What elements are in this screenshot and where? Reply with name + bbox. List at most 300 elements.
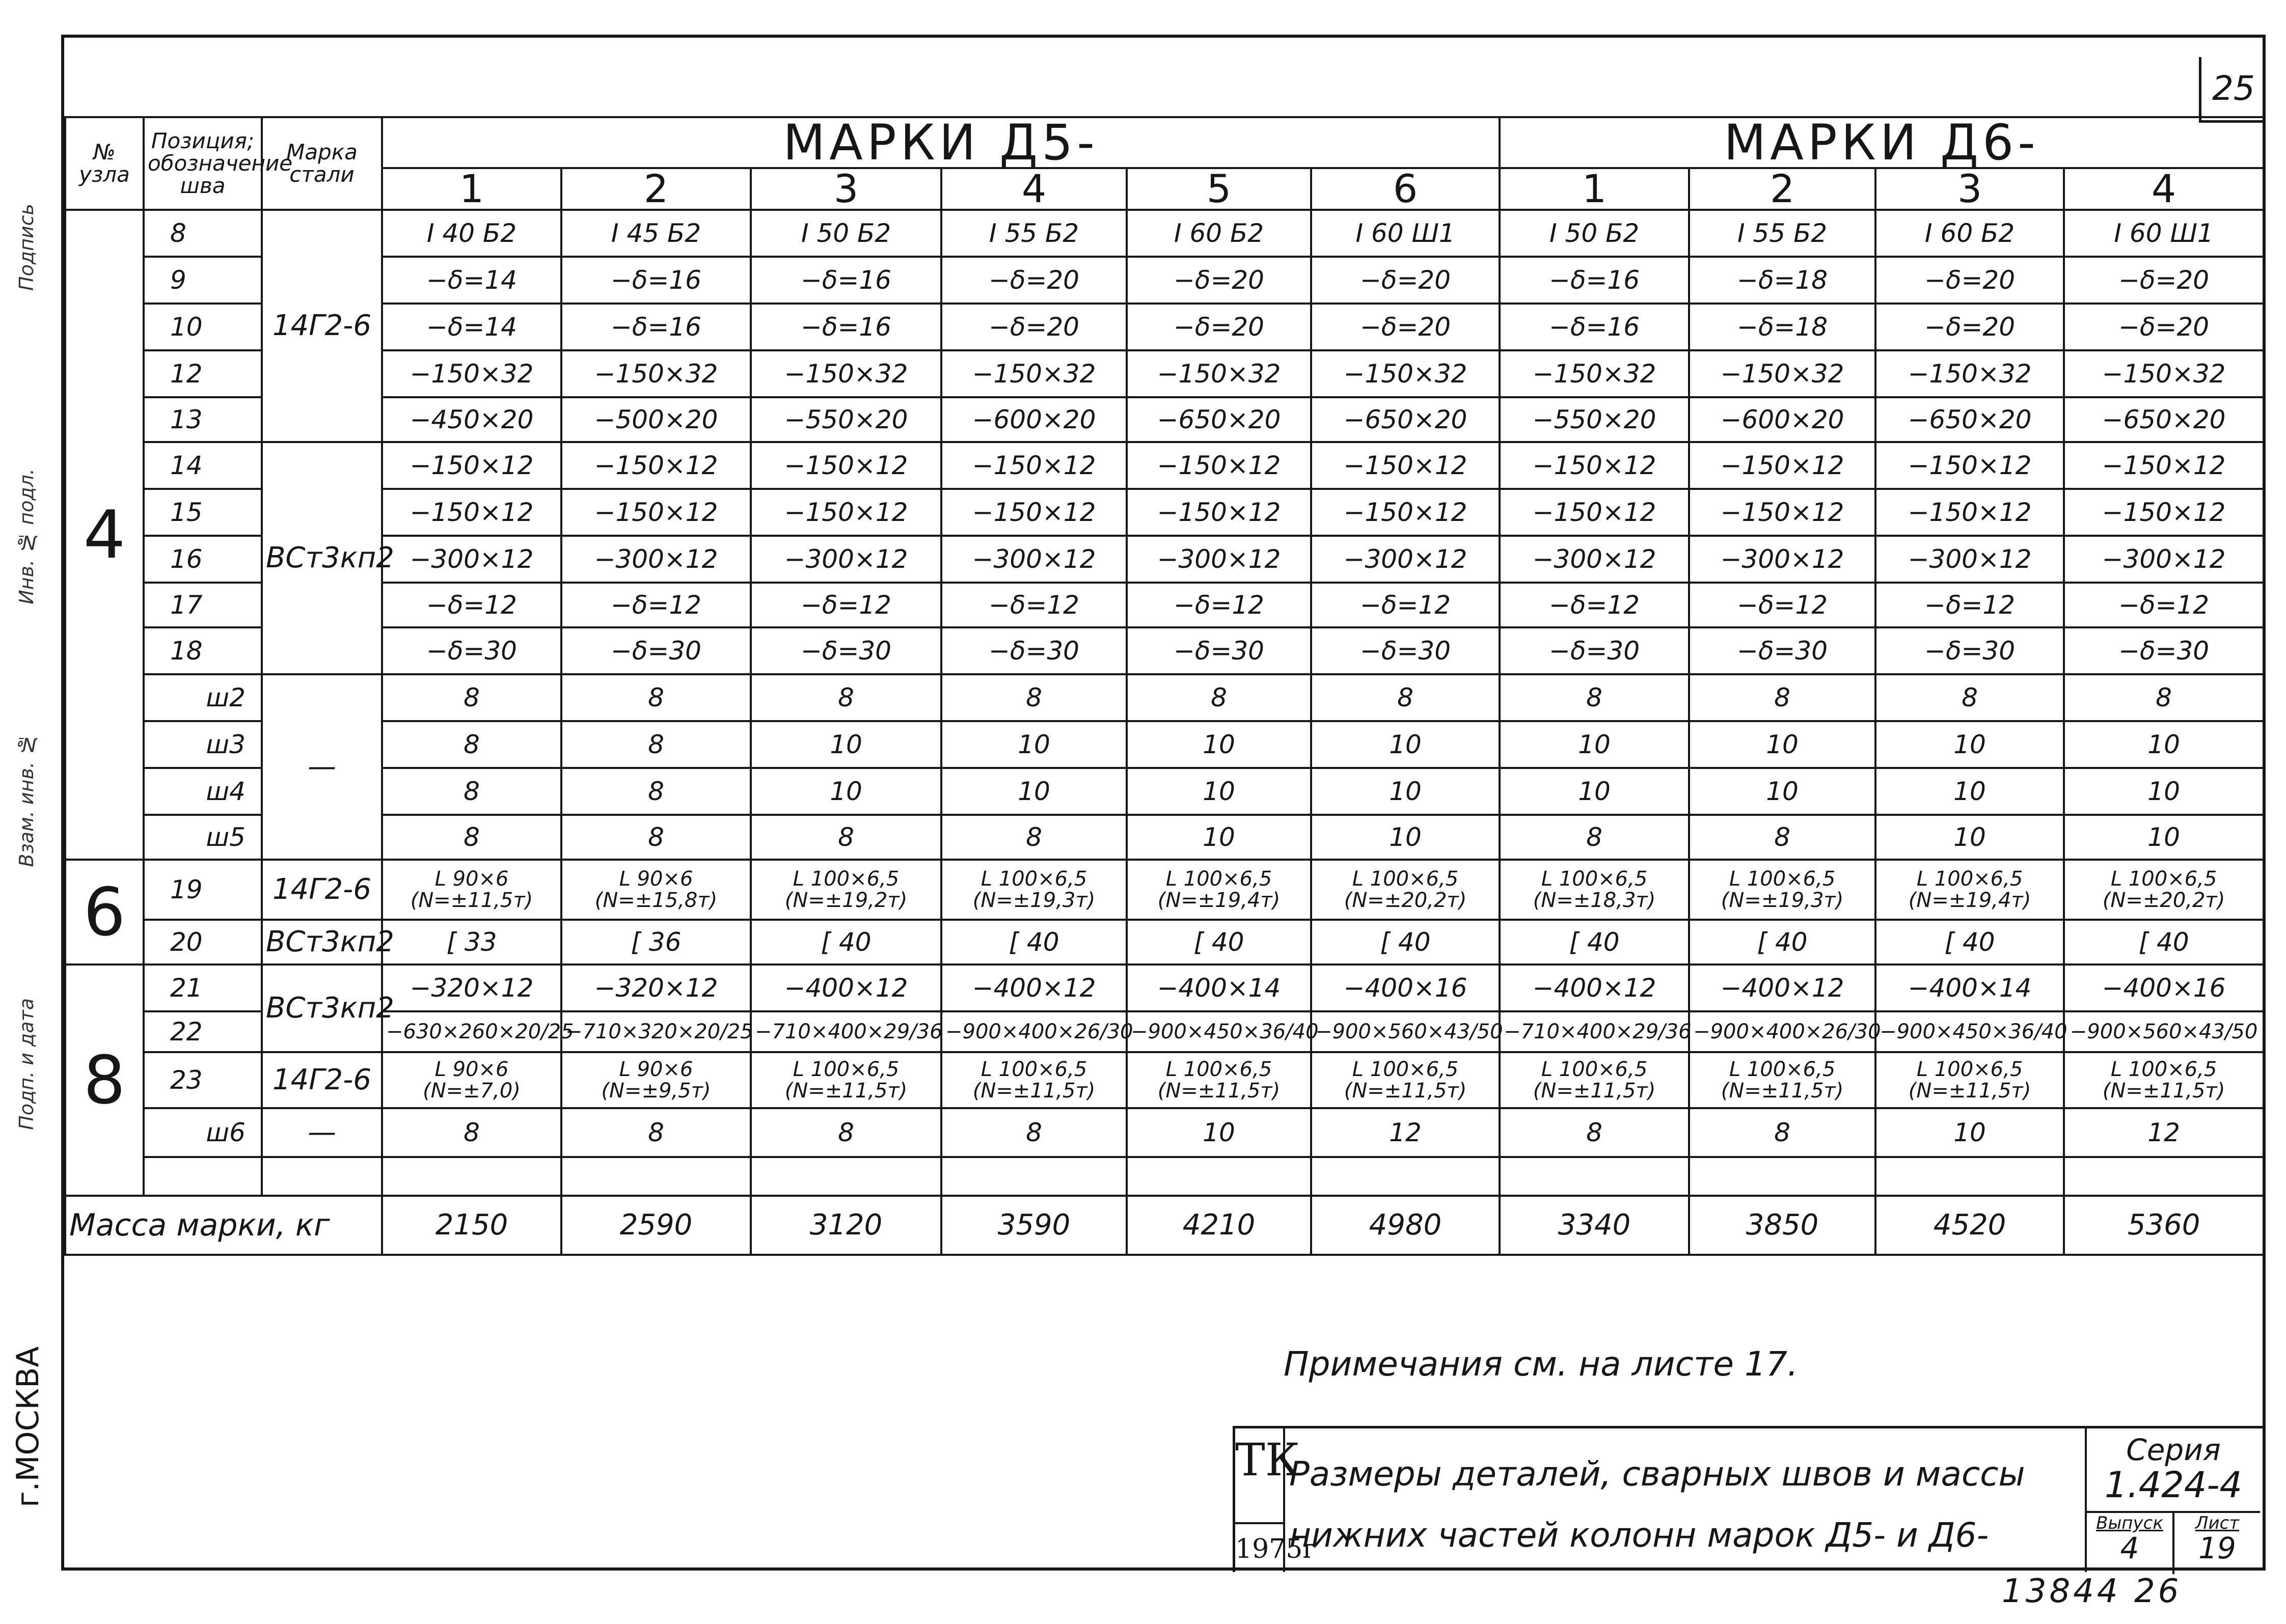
value-cell: I 55 Б2 [1689,210,1875,257]
value-cell: I 50 Б2 [1500,210,1689,257]
value-cell: 10 [1500,768,1689,815]
value-cell: −150×32 [2064,350,2264,397]
value-cell: −150×12 [561,442,751,489]
empty-cell [1311,1157,1500,1196]
profile-force: (N=±11,5т) [1533,1079,1656,1103]
sheet-cell [2174,1511,2260,1574]
header-group-d6: МАРКИ Д6- [1500,117,2264,168]
profile-cell [941,1052,1127,1108]
profile-cell [1875,1052,2064,1108]
position-cell: 16 [144,536,262,583]
value-cell: −400×12 [1689,965,1875,1011]
value-cell: 8 [561,815,751,860]
position-cell: 10 [144,304,262,350]
value-cell: 10 [1875,1108,2064,1157]
header-group-d5: МАРКИ Д5- [382,117,1500,168]
value-cell: −δ=20 [1875,257,2064,304]
value-cell: −δ=20 [1311,257,1500,304]
position-cell: 23 [144,1052,262,1108]
side-city-stamp: г.МОСКВА [10,1346,46,1507]
table-row [65,627,2264,674]
empty-cell [1689,1157,1875,1196]
value-cell: −300×12 [751,536,941,583]
value-cell: −320×12 [561,965,751,1011]
value-cell: −150×12 [382,442,561,489]
profile-cell [1500,1052,1689,1108]
value-cell: −650×20 [1311,397,1500,442]
value-cell: [ 33 [382,920,561,965]
org-code: ТК [1235,1434,1300,1486]
value-cell: −150×32 [941,350,1127,397]
mass-label: Масса марки, кг [65,1196,382,1255]
steel-grade: — [262,1108,382,1157]
profile-force: (N=±7,0) [423,1079,521,1103]
value-cell: 8 [1689,1108,1875,1157]
value-cell: −150×12 [751,442,941,489]
profile-force: (N=±19,3т) [1721,889,1844,912]
position-cell: 13 [144,397,262,442]
side-mark: Подпись [15,204,38,291]
value-cell: −δ=20 [1127,257,1311,304]
value-cell: −450×20 [382,397,561,442]
profile-force: (N=±19,4т) [1157,889,1281,912]
value-cell: −150×32 [1689,350,1875,397]
table-row [65,257,2264,304]
value-cell: 8 [1689,815,1875,860]
series-label: Серия [2126,1433,2221,1467]
header-position: Позиция; обозначение шва [144,117,262,210]
value-cell: [ 40 [941,920,1127,965]
value-cell: −δ=20 [1311,304,1500,350]
value-cell: −150×12 [1500,489,1689,536]
value-cell: 8 [561,1108,751,1157]
value-cell: 10 [1311,768,1500,815]
empty-cell [382,1157,561,1196]
value-cell: −δ=30 [941,627,1127,674]
year: 1975г [1235,1522,1283,1574]
value-cell: −150×12 [941,442,1127,489]
value-cell: −δ=20 [2064,257,2264,304]
profile-cell [1500,860,1689,920]
profile-cell [561,860,751,920]
value-cell: −150×12 [1127,442,1311,489]
profile-cell [1127,860,1311,920]
mass-row [65,1196,2264,1255]
table-row [65,350,2264,397]
value-cell: −150×12 [1875,442,2064,489]
value-cell: −δ=16 [1500,257,1689,304]
archive-number: 13844 26 [2002,1573,2182,1610]
header-d5-num: 1 [382,168,561,210]
value-cell: −900×560×43/50 [2064,1011,2264,1052]
value-cell: −630×260×20/25 [382,1011,561,1052]
value-cell: −400×12 [941,965,1127,1011]
position-cell: 12 [144,350,262,397]
specification-body [65,210,2264,1196]
value-cell: 8 [941,815,1127,860]
profile-force: (N=±11,5т) [410,889,533,912]
value-cell: −900×450×36/40 [1127,1011,1311,1052]
profile-force: (N=±11,5т) [1908,1079,2031,1103]
mass-value: 4520 [1875,1196,2064,1255]
value-cell: −710×400×29/36 [751,1011,941,1052]
header-node: № узла [65,117,144,210]
value-cell: −δ=12 [1875,583,2064,627]
value-cell: 8 [751,815,941,860]
value-cell: −150×12 [751,489,941,536]
value-cell: −600×20 [1689,397,1875,442]
profile-size: L 100×6,5 [1352,867,1459,891]
value-cell: I 40 Б2 [382,210,561,257]
value-cell: −δ=16 [561,304,751,350]
mass-value: 3590 [941,1196,1127,1255]
table-row [65,674,2264,721]
value-cell: −150×32 [382,350,561,397]
header-steel: Марка стали [262,117,382,210]
side-marks [15,204,56,1222]
profile-force: (N=±19,2т) [784,889,908,912]
value-cell: 8 [1689,674,1875,721]
value-cell: −δ=30 [1127,627,1311,674]
value-cell: −150×12 [561,489,751,536]
value-cell: −150×12 [1689,442,1875,489]
value-cell: [ 40 [1311,920,1500,965]
position-cell: 21 [144,965,262,1011]
value-cell: −650×20 [1875,397,2064,442]
value-cell: −900×400×26/30 [1689,1011,1875,1052]
value-cell: −300×12 [1127,536,1311,583]
position-cell [144,1157,262,1196]
profile-force: (N=±20,2т) [1344,889,1467,912]
profile-force: (N=±19,4т) [1908,889,2031,912]
profile-force: (N=±18,3т) [1533,889,1656,912]
profile-size: L 100×6,5 [793,1058,900,1081]
table-row [65,583,2264,627]
value-cell: 10 [1127,815,1311,860]
value-cell: −150×32 [751,350,941,397]
value-cell: −150×12 [2064,489,2264,536]
value-cell: −710×320×20/25 [561,1011,751,1052]
mass-value: 5360 [2064,1196,2264,1255]
profile-size: L 90×6 [434,867,509,891]
header-d5-num: 6 [1311,168,1500,210]
position-cell: 18 [144,627,262,674]
mass-value: 2150 [382,1196,561,1255]
profile-cell [1127,1052,1311,1108]
value-cell: −δ=30 [1689,627,1875,674]
profile-cell [1311,1052,1500,1108]
value-cell: −400×16 [1311,965,1500,1011]
header-d6-num: 4 [2064,168,2264,210]
value-cell: 12 [2064,1108,2264,1157]
profile-force: (N=±19,3т) [972,889,1096,912]
profile-cell [751,860,941,920]
header-d6-num: 2 [1689,168,1875,210]
node-number: 8 [65,965,144,1196]
table-row [65,210,2264,257]
table-row [65,815,2264,860]
value-cell: −δ=20 [2064,304,2264,350]
value-cell: 8 [1500,815,1689,860]
steel-grade: ВСт3кп2 [262,920,382,965]
value-cell: −150×12 [2064,442,2264,489]
value-cell: −δ=12 [941,583,1127,627]
value-cell: −150×12 [382,489,561,536]
header-d6-num: 1 [1500,168,1689,210]
position-cell: ш5 [144,815,262,860]
sheet-value: 19 [2198,1531,2236,1565]
value-cell: I 60 Б2 [1875,210,2064,257]
header-d5-num: 3 [751,168,941,210]
value-cell: 10 [941,768,1127,815]
mass-value: 4210 [1127,1196,1311,1255]
value-cell: −150×12 [1311,442,1500,489]
issue-label: Выпуск [2096,1513,2163,1533]
node-number: 6 [65,860,144,965]
value-cell: 10 [2064,721,2264,768]
value-cell: −δ=20 [1127,304,1311,350]
table-row [65,1011,2264,1052]
value-cell: 8 [1127,674,1311,721]
profile-force: (N=±9,5т) [601,1079,711,1103]
value-cell: −δ=30 [382,627,561,674]
value-cell: −900×450×36/40 [1875,1011,2064,1052]
value-cell: −400×12 [751,965,941,1011]
empty-cell [1875,1157,2064,1196]
value-cell: 8 [561,721,751,768]
value-cell: 12 [1311,1108,1500,1157]
table-row [65,721,2264,768]
mass-value: 4980 [1311,1196,1500,1255]
value-cell: [ 40 [751,920,941,965]
profile-cell [2064,1052,2264,1108]
profile-force: (N=±11,5т) [784,1079,908,1103]
table-row [65,768,2264,815]
value-cell: I 55 Б2 [941,210,1127,257]
value-cell: −900×400×26/30 [941,1011,1127,1052]
profile-size: L 100×6,5 [1165,867,1272,891]
value-cell: [ 36 [561,920,751,965]
value-cell: I 50 Б2 [751,210,941,257]
profile-size: L 100×6,5 [1352,1058,1459,1081]
value-cell: −900×560×43/50 [1311,1011,1500,1052]
position-cell: ш3 [144,721,262,768]
value-cell: −δ=14 [382,304,561,350]
value-cell: −400×12 [1500,965,1689,1011]
steel-grade [262,1157,382,1196]
table-row [65,442,2264,489]
value-cell: −δ=12 [1500,583,1689,627]
profile-force: (N=±15,8т) [594,889,718,912]
value-cell: −150×12 [1875,489,2064,536]
position-cell: 15 [144,489,262,536]
value-cell: 8 [751,674,941,721]
empty-cell [1127,1157,1311,1196]
value-cell: −650×20 [2064,397,2264,442]
profile-size: L 100×6,5 [1729,1058,1836,1081]
value-cell: −150×12 [1500,442,1689,489]
steel-grade: ВСт3кп2 [262,442,382,674]
header-d5-num: 5 [1127,168,1311,210]
profile-cell [382,1052,561,1108]
position-cell: 9 [144,257,262,304]
value-cell: −150×32 [1311,350,1500,397]
value-cell: 8 [382,721,561,768]
value-cell: [ 40 [1500,920,1689,965]
profile-size: L 90×6 [434,1058,509,1081]
value-cell: −300×12 [382,536,561,583]
empty-cell [1500,1157,1689,1196]
value-cell: −300×12 [941,536,1127,583]
table-row [65,1108,2264,1157]
profile-size: L 90×6 [619,1058,693,1081]
value-cell: 8 [1500,1108,1689,1157]
value-cell: −400×14 [1875,965,2064,1011]
value-cell: [ 40 [1875,920,2064,965]
value-cell: −δ=12 [1689,583,1875,627]
value-cell: −δ=16 [751,257,941,304]
value-cell: −300×12 [1500,536,1689,583]
org-box [1235,1428,1317,1572]
value-cell: 10 [1311,721,1500,768]
specification-table [64,116,2265,1256]
value-cell: −650×20 [1127,397,1311,442]
value-cell: −600×20 [941,397,1127,442]
value-cell: −δ=18 [1689,257,1875,304]
value-cell: −δ=20 [941,257,1127,304]
profile-cell [941,860,1127,920]
profile-size: L 100×6,5 [1541,867,1648,891]
value-cell: −δ=16 [561,257,751,304]
value-cell: −δ=30 [1875,627,2064,674]
value-cell: −150×32 [1127,350,1311,397]
value-cell: −150×32 [1875,350,2064,397]
profile-size: L 100×6,5 [1541,1058,1648,1081]
value-cell: 10 [1875,815,2064,860]
profile-size: L 90×6 [619,867,693,891]
value-cell: −δ=12 [751,583,941,627]
position-cell: 17 [144,583,262,627]
value-cell: [ 40 [1127,920,1311,965]
empty-cell [751,1157,941,1196]
profile-size: L 100×6,5 [1729,867,1836,891]
value-cell: −150×32 [1500,350,1689,397]
value-cell: 8 [382,815,561,860]
value-cell: 10 [1689,768,1875,815]
value-cell: I 60 Ш1 [1311,210,1500,257]
value-cell: 10 [1311,815,1500,860]
value-cell: 8 [1500,674,1689,721]
profile-size: L 100×6,5 [1916,1058,2023,1081]
value-cell: −400×14 [1127,965,1311,1011]
side-mark: Взам. инв. № [15,733,38,867]
steel-grade: 14Г2-6 [262,210,382,442]
position-cell: ш4 [144,768,262,815]
profile-force: (N=±11,5т) [1344,1079,1467,1103]
value-cell: −δ=16 [751,304,941,350]
mass-value: 2590 [561,1196,751,1255]
page-number: 25 [2199,57,2266,123]
issue-value: 4 [2120,1531,2139,1565]
value-cell: −δ=18 [1689,304,1875,350]
value-cell: −δ=16 [1500,304,1689,350]
value-cell: −δ=12 [1127,583,1311,627]
value-cell: 10 [1127,721,1311,768]
value-cell: −300×12 [1689,536,1875,583]
value-cell: 8 [941,1108,1127,1157]
mass-value: 3340 [1500,1196,1689,1255]
profile-cell [1689,1052,1875,1108]
profile-cell [1875,860,2064,920]
profile-force: (N=±11,5т) [2102,1079,2225,1103]
table-row [65,489,2264,536]
value-cell: 8 [561,674,751,721]
value-cell: I 60 Б2 [1127,210,1311,257]
value-cell: 10 [941,721,1127,768]
profile-cell [1689,860,1875,920]
side-mark: Инв. № подл. [15,469,38,604]
table-row [65,536,2264,583]
profile-size: L 100×6,5 [793,867,900,891]
position-cell: 22 [144,1011,262,1052]
value-cell: 10 [1875,721,2064,768]
table-row [65,860,2264,920]
profile-force: (N=±11,5т) [1157,1079,1281,1103]
side-mark: Подп. и дата [15,998,38,1130]
title-line-2: нижних частей колонн марок Д5- и Д6- [1289,1516,1989,1555]
table-row [65,965,2264,1011]
value-cell: 10 [1127,1108,1311,1157]
value-cell: 10 [1689,721,1875,768]
series-value: 1.424-4 [2104,1464,2243,1506]
position-cell: ш6 [144,1108,262,1157]
value-cell: −δ=30 [2064,627,2264,674]
value-cell: 8 [382,674,561,721]
value-cell: 10 [2064,815,2264,860]
value-cell: 8 [561,768,751,815]
value-cell: 8 [382,768,561,815]
profile-size: L 100×6,5 [2110,867,2217,891]
profile-size: L 100×6,5 [981,1058,1087,1081]
value-cell: −300×12 [561,536,751,583]
value-cell: 10 [1127,768,1311,815]
node-number: 4 [65,210,144,860]
series-box [2085,1428,2267,1572]
value-cell: −δ=12 [1311,583,1500,627]
header-d5-num: 4 [941,168,1127,210]
steel-grade: — [262,674,382,860]
value-cell: −400×16 [2064,965,2264,1011]
profile-force: (N=±20,2т) [2102,889,2225,912]
table-row [65,1157,2264,1196]
position-cell: 19 [144,860,262,920]
profile-cell [561,1052,751,1108]
table-row [65,304,2264,350]
value-cell: −δ=30 [751,627,941,674]
steel-grade: 14Г2-6 [262,860,382,920]
value-cell: [ 40 [2064,920,2264,965]
value-cell: −150×12 [1311,489,1500,536]
notes: Примечания см. на листе 17. [1284,1344,1798,1384]
value-cell: −δ=30 [1311,627,1500,674]
value-cell: 10 [1875,768,2064,815]
profile-size: L 100×6,5 [981,867,1087,891]
value-cell: −δ=12 [2064,583,2264,627]
table-row [65,920,2264,965]
value-cell: −δ=12 [561,583,751,627]
position-cell: ш2 [144,674,262,721]
profile-size: L 100×6,5 [1916,867,2023,891]
